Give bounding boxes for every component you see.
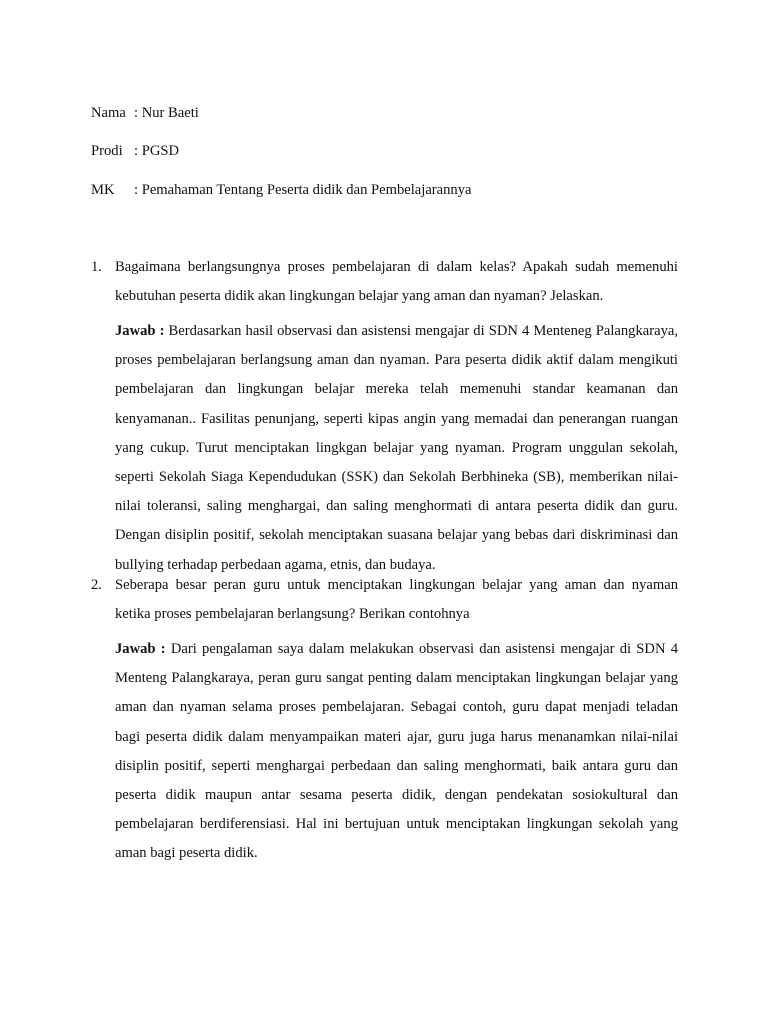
question-text: Bagaimana berlangsungnya proses pembelajaran di dalam kelas? Apakah sudah memenuhi kebutuhan peserta didik akan lingkungan belajar yang aman dan nyaman? Jelaskan. [115,259,678,304]
answer-1 [115,317,678,580]
question-number: 1. [91,259,102,275]
question-2 [91,571,678,629]
question-1 [91,253,678,311]
header-row-mk [91,181,472,199]
answer-text: Dari pengalaman saya dalam melakukan observasi dan asistensi mengajar di SDN 4 Menteng Palangkaraya, peran guru sangat penting dalam menciptakan lingkungan belajar yang aman dan nyaman selama proses pembelajaran. Sebagai contoh, guru dapat menjadi teladan bagi peserta didik dalam menyampaikan materi ajar, guru juga harus menanamkan nilai-nilai disiplin positif, seperti menghargai perbedaan dan saling menghormati, baik antara guru dan peserta didik maupun antar sesama peserta didik, dengan pendekatan sosiokultural dan pembelajaran berdiferensiasi. Hal ini bertujuan untuk menciptakan lingkungan sekolah yang aman bagi peserta didik. [115,641,678,862]
header-row-prodi [91,142,180,160]
answer-text: Berdasarkan hasil observasi dan asistensi mengajar di SDN 4 Menteneg Palangkaraya, proses pembelajaran berlangsung aman dan nyaman. Para peserta didik aktif dalam mengikuti pembelajaran dan lingkungan belajar mereka telah memenuhi standar keamanan dan kenyamanan.. Fasilitas penunjang, seperti kipas angin yang memadai dan penerangan ruangan yang cukup. Turut menciptakan lingkgan belajar yang nyaman. Program unggulan sekolah, seperti Sekolah Siaga Kependudukan (SSK) dan Sekolah Berbhineka (SB), memberikan nilai-nilai toleransi, saling menghargai, dan saling menghormati di antara peserta didik dan guru. Dengan disiplin positif, sekolah menciptakan suasana belajar yang bebas dari diskriminasi dan bullying terhadap perbedaan agama, etnis, dan budaya. [115,323,678,573]
question-number: 2. [91,577,102,593]
question-text: Seberapa besar peran guru untuk menciptakan lingkungan belajar yang aman dan nyaman ketika proses pembelajaran berlangsung? Berikan contohnya [115,577,678,622]
header-label: Nama [91,105,126,121]
answer-label: Jawab : [115,323,165,339]
header-value: : Pemahaman Tentang Peserta didik dan Pembelajarannya [134,182,472,198]
header-label: Prodi [91,143,123,159]
header-value: : PGSD [134,143,180,159]
header-value: : Nur Baeti [134,105,199,121]
answer-2 [115,635,678,869]
answer-label: Jawab : [115,641,166,657]
header-label: MK [91,182,115,198]
header-row-nama [91,104,199,122]
